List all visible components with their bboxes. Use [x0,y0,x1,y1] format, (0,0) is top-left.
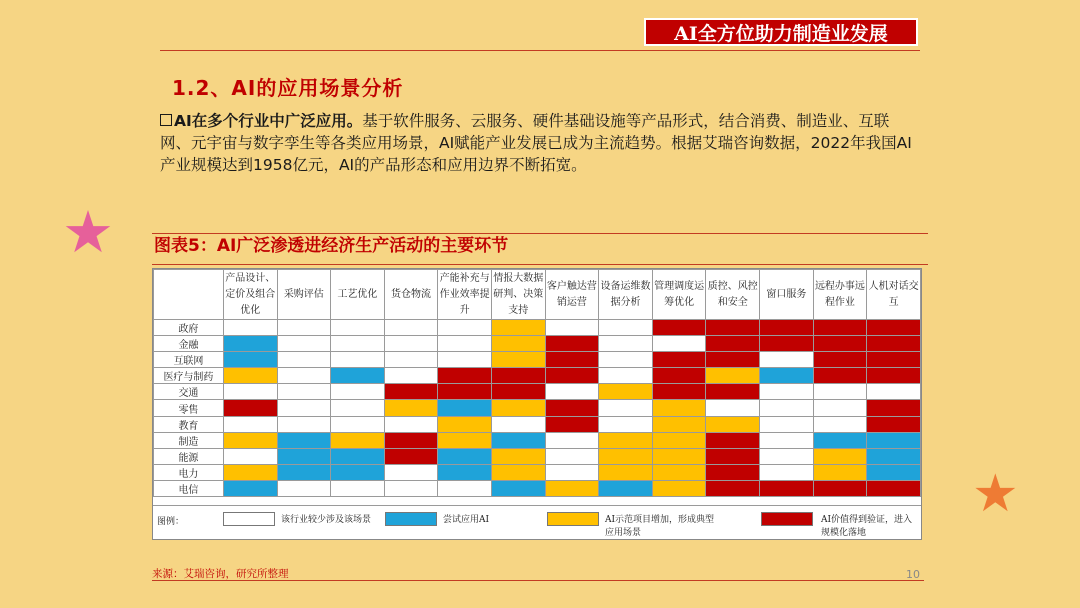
heatmap-cell [331,480,385,496]
legend-text-none: 该行业较少涉及该场景 [281,515,372,525]
table-row [154,352,921,368]
legend-text-scaled: AI价值得到验证，进入规模化落地 [821,515,913,538]
column-header: 货仓物流 [384,270,438,320]
row-header: 能源 [154,448,224,464]
heatmap-cell [706,368,760,384]
table-row [154,320,921,336]
heatmap-cell [491,352,545,368]
heatmap-cell [652,368,706,384]
heatmap-cell [545,464,599,480]
column-header: 质控、风控和安全 [706,270,760,320]
heatmap-cell [706,480,760,496]
heatmap-cell [760,336,814,352]
heatmap-cell [599,448,653,464]
heatmap-cell [277,320,331,336]
row-header: 制造 [154,432,224,448]
heatmap-cell [223,432,277,448]
column-header: 窗口服务 [760,270,814,320]
row-header: 金融 [154,336,224,352]
heatmap-cell [277,336,331,352]
footer-divider [152,580,924,581]
heatmap-cell [438,416,492,432]
column-header: 情报大数据研判、决策支持 [491,270,545,320]
heatmap-cell [706,416,760,432]
heatmap-cell [223,400,277,416]
heatmap-cell [545,352,599,368]
column-header: 客户触达营销运营 [545,270,599,320]
heatmap-cell [223,416,277,432]
table-row [154,416,921,432]
heatmap-cell [491,432,545,448]
heatmap-cell [223,384,277,400]
heatmap-cell [331,352,385,368]
figure-title: 图表5：AI广泛渗透进经济生产活动的主要环节 [154,236,509,256]
heatmap-cell [491,416,545,432]
column-header: 设备运维数据分析 [599,270,653,320]
heatmap-cell [760,480,814,496]
heatmap-cell [760,384,814,400]
table-row [154,336,921,352]
row-header: 零售 [154,400,224,416]
heatmap-cell [813,480,867,496]
heatmap-cell [652,352,706,368]
table-row [154,432,921,448]
heatmap-cell [706,464,760,480]
heatmap-cell [813,320,867,336]
heatmap-cell [652,400,706,416]
row-header: 交通 [154,384,224,400]
heatmap-cell [760,400,814,416]
heatmap-cell [867,416,921,432]
legend-swatch-demo [547,512,599,526]
heatmap-cell [545,432,599,448]
heatmap-cell [545,336,599,352]
heatmap-cell [384,464,438,480]
heatmap-cell [706,448,760,464]
heatmap-cell [813,464,867,480]
heatmap-cell [438,480,492,496]
heatmap-cell [384,432,438,448]
table-row [154,464,921,480]
row-header: 医疗与制药 [154,368,224,384]
heatmap-cell [491,368,545,384]
heatmap-cell [277,432,331,448]
legend [153,505,921,540]
column-header: 远程办事远程作业 [813,270,867,320]
section-title: 1.2、AI的应用场景分析 [172,76,404,100]
heatmap-cell [545,400,599,416]
legend-swatch-none [223,512,275,526]
heatmap-cell [706,432,760,448]
intro-body: 基于软件服务、云服务、硬件基础设施等产品形式，结合消费、制造业、互联网、元宇宙与数字孪生等各类应用场景，AI赋能产业发展已成为主流趋势。根据艾瑞咨询数据，2022年我国AI产业规模达到1958亿元，AI的产品形态和应用边界不断拓宽。 [160,112,912,174]
heatmap-cell [384,416,438,432]
heatmap-cell [384,368,438,384]
heatmap-cell [867,368,921,384]
legend-swatch-trying [385,512,437,526]
row-header: 互联网 [154,352,224,368]
table-row [154,448,921,464]
heatmap-cell [438,368,492,384]
heatmap-cell [277,416,331,432]
heatmap-cell [331,416,385,432]
legend-swatch-scaled [761,512,813,526]
heatmap-cell [813,448,867,464]
heatmap-cell [813,368,867,384]
heatmap-cell [706,336,760,352]
heatmap-cell [599,320,653,336]
column-header: 产能补充与作业效率提升 [438,270,492,320]
heatmap-cell [599,432,653,448]
heatmap-cell [277,448,331,464]
heatmap-cell [384,336,438,352]
heatmap-cell [491,400,545,416]
heatmap-cell [813,384,867,400]
heatmap-cell [384,448,438,464]
heatmap-cell [545,368,599,384]
row-header: 电力 [154,464,224,480]
heatmap-cell [223,336,277,352]
heatmap-cell [760,416,814,432]
heatmap-cell [438,464,492,480]
intro-lead: AI在多个行业中广泛应用。 [174,112,363,130]
heatmap-cell [491,464,545,480]
heatmap-cell [652,448,706,464]
heatmap-cell [223,464,277,480]
heatmap-cell [760,464,814,480]
heatmap-cell [706,384,760,400]
legend-text-trying: 尝试应用AI [443,515,490,525]
heatmap-cell [331,448,385,464]
heatmap-cell [867,320,921,336]
heatmap-cell [223,352,277,368]
heatmap-cell [223,480,277,496]
checkbox-bullet-icon [160,114,172,126]
row-header: 政府 [154,320,224,336]
heatmap-cell [760,432,814,448]
heatmap-cell [277,368,331,384]
heatmap-cell [438,432,492,448]
heatmap-cell [331,336,385,352]
table-row [154,480,921,496]
heatmap-cell [545,416,599,432]
row-header: 教育 [154,416,224,432]
table-row [154,384,921,400]
table-corner [154,270,224,320]
heatmap-cell [599,368,653,384]
heatmap-cell [277,480,331,496]
heatmap-cell [867,336,921,352]
heatmap-cell [331,464,385,480]
row-header: 电信 [154,480,224,496]
heatmap-cell [331,320,385,336]
heatmap-cell [331,368,385,384]
heatmap-cell [652,336,706,352]
penetration-table [152,268,922,540]
heatmap-cell [813,400,867,416]
heatmap-cell [223,320,277,336]
heatmap-cell [491,320,545,336]
heatmap-cell [599,416,653,432]
legend-text-demo: AI示范项目增加，形成典型应用场景 [605,515,715,538]
heatmap-cell [652,416,706,432]
source-note: 来源：艾瑞咨询，研究所整理 [152,568,289,580]
heatmap-cell [867,384,921,400]
column-header: 工艺优化 [331,270,385,320]
heatmap-cell [438,320,492,336]
page-number: 10 [906,568,920,581]
heatmap-cell [652,384,706,400]
heatmap-cell [706,320,760,336]
heatmap-cell [599,384,653,400]
heatmap-cell [438,352,492,368]
heatmap-cell [438,336,492,352]
heatmap-cell [491,448,545,464]
heatmap-cell [706,400,760,416]
heatmap-cell [760,368,814,384]
heatmap-cell [223,368,277,384]
header-divider [160,50,920,51]
heatmap-cell [599,336,653,352]
heatmap-cell [384,352,438,368]
heatmap-cell [545,480,599,496]
heatmap-cell [652,464,706,480]
heatmap-cell [277,400,331,416]
heatmap-cell [867,448,921,464]
heatmap-cell [760,352,814,368]
heatmap-cell [599,400,653,416]
heatmap-cell [706,352,760,368]
heatmap-cell [384,384,438,400]
heatmap-cell [867,464,921,480]
heatmap-cell [813,336,867,352]
heatmap-cell [599,352,653,368]
legend-label: 图例： [157,517,185,527]
heatmap-cell [277,352,331,368]
column-header: 人机对话交互 [867,270,921,320]
heatmap-cell [813,432,867,448]
heatmap-cell [491,480,545,496]
heatmap-cell [331,400,385,416]
heatmap-cell [384,480,438,496]
heatmap-cell [652,480,706,496]
heatmap-cell [867,352,921,368]
column-header: 管理调度运筹优化 [652,270,706,320]
heatmap-cell [277,464,331,480]
heatmap-cell [545,384,599,400]
heatmap-grid [153,269,921,497]
column-header: 采购评估 [277,270,331,320]
heatmap-cell [599,480,653,496]
heatmap-cell [760,320,814,336]
heatmap-cell [652,432,706,448]
heatmap-cell [384,400,438,416]
heatmap-cell [331,384,385,400]
heatmap-cell [384,320,438,336]
heatmap-cell [223,448,277,464]
heatmap-cell [491,384,545,400]
figure-title-box [152,233,928,265]
heatmap-cell [438,448,492,464]
heatmap-cell [331,432,385,448]
heatmap-cell [813,416,867,432]
heatmap-cell [438,400,492,416]
heatmap-cell [545,448,599,464]
table-row [154,400,921,416]
pink-star-icon: ★ [62,198,114,266]
intro-paragraph [160,110,920,176]
heatmap-cell [438,384,492,400]
heatmap-cell [760,448,814,464]
orange-star-icon: ★ [972,464,1019,524]
heatmap-cell [491,336,545,352]
table-row [154,368,921,384]
column-header: 产品设计、定价及组合优化 [223,270,277,320]
heatmap-cell [545,320,599,336]
heatmap-cell [599,464,653,480]
heatmap-cell [867,400,921,416]
heatmap-cell [813,352,867,368]
heatmap-cell [652,320,706,336]
heatmap-cell [867,432,921,448]
heatmap-cell [277,384,331,400]
header-badge: AI全方位助力制造业发展 [644,18,918,46]
heatmap-cell [867,480,921,496]
